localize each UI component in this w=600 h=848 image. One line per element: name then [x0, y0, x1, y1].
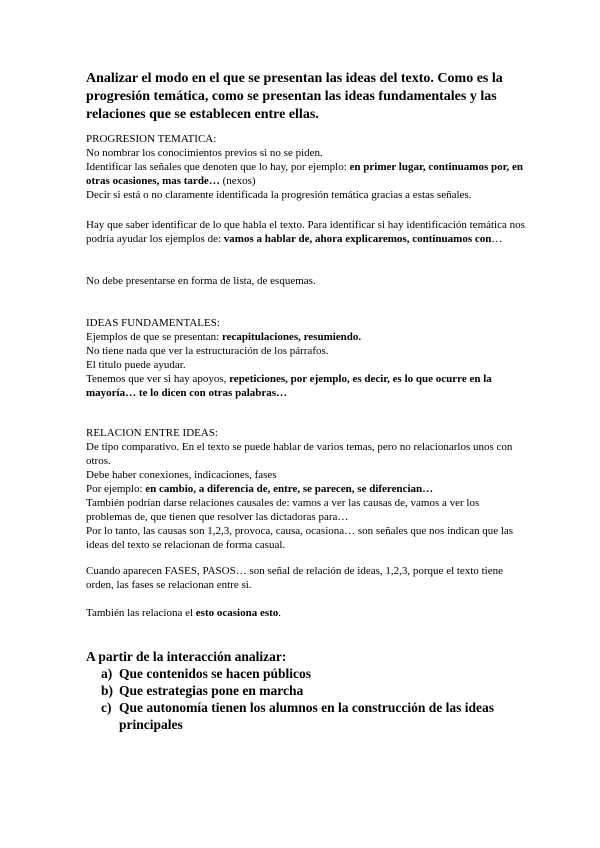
section-progresion: [86, 132, 526, 202]
bold-text: en primer lugar, continuamos por, en otras ocasiones, mas tarde…: [86, 161, 523, 187]
list-item-text: Que estrategias pone en marcha: [119, 683, 304, 698]
ideas-line: No tiene nada que ver la estructuración de los párrafos.: [86, 345, 329, 357]
list-item-text: Que autonomía tienen los alumnos en la construcción de las ideas principales: [119, 700, 495, 732]
ideas-line: El titulo puede ayudar.: [86, 359, 186, 371]
page-title: Analizar el modo en el que se presentan las ideas del texto. Como es la progresión temática, como se presentan las ideas fundamentales y las relaciones que se establecen entre ellas.: [86, 71, 503, 122]
final-heading: A partir de la interacción analizar:: [86, 649, 287, 664]
progresion-paragraph: [86, 218, 526, 246]
section-progresion-para3: [86, 274, 526, 288]
relacion-heading: RELACION ENTRE IDEAS:: [86, 427, 218, 439]
text-run: Hay que saber identificar de lo que habla el texto. Para identificar si hay identificación temática nos podría ayudar los ejemplos de:: [86, 219, 525, 245]
list-marker: b): [101, 683, 114, 698]
text-run: (nexos): [219, 175, 256, 187]
progresion-paragraph: No debe presentarse en forma de lista, de esquemas.: [86, 275, 316, 287]
progresion-heading: PROGRESION TEMATICA:: [86, 133, 217, 145]
relacion-line: [86, 482, 526, 496]
text-run: Identificar las señales que denoten que lo hay, por ejemplo:: [86, 161, 350, 173]
list-item: [86, 699, 526, 733]
section-relacion-para3: [86, 606, 526, 620]
ideas-line: [86, 330, 526, 344]
list-marker: a): [101, 666, 113, 681]
text-run: Tenemos que ver si hay apoyos,: [86, 373, 230, 385]
relacion-paragraph: Cuando aparecen FASES, PASOS… son señal de relación de ideas, 1,2,3, porque el texto tiene orden, las fases se relacionan entre si.: [86, 565, 504, 591]
section-final: [86, 648, 526, 733]
section-ideas: [86, 316, 526, 400]
relacion-line: Por lo tanto, las causas son 1,2,3, provoca, causa, ocasiona… son señales que nos indican que las ideas del texto se relacionan de forma casual.: [86, 525, 514, 551]
section-relacion-para2: [86, 564, 526, 592]
bold-text: esto ocasiona esto: [195, 607, 279, 619]
question-list: [86, 665, 526, 733]
bold-text: vamos a hablar de, ahora explicaremos, continuamos con: [223, 233, 492, 245]
progresion-line: Decir si está o no claramente identificada la progresión temática gracias a estas señales.: [86, 189, 472, 201]
relacion-paragraph: [86, 606, 526, 620]
bold-text: en cambio, a diferencia de, entre, se parecen, se diferencian…: [145, 483, 434, 495]
list-item-text: Que contenidos se hacen públicos: [119, 666, 312, 681]
list-item: [86, 682, 526, 699]
text-run: .: [278, 607, 282, 619]
text-run: Ejemplos de que se presentan:: [86, 331, 222, 343]
ideas-heading: IDEAS FUNDAMENTALES:: [86, 317, 220, 329]
section-relacion: [86, 426, 526, 552]
progresion-line: No nombrar los conocimientos previos si no se piden.: [86, 147, 323, 159]
ideas-line: [86, 372, 526, 400]
relacion-line: También podrían darse relaciones causales de: vamos a ver las causas de, vamos a ver los problemas de, que tienen que resolver las dictadoras para…: [86, 497, 480, 523]
bold-text: recapitulaciones, resumiendo.: [221, 331, 362, 343]
section-progresion-para2: [86, 218, 526, 246]
progresion-line: [86, 160, 526, 188]
relacion-line: De tipo comparativo. En el texto se puede hablar de varios temas, pero no relacionarlos unos con otros.: [86, 441, 513, 467]
text-run: Por ejemplo:: [86, 483, 146, 495]
list-marker: c): [101, 700, 112, 715]
bold-text: repeticiones, por ejemplo, es decir, es lo que ocurre en la mayoría… te lo dicen con otras palabras…: [86, 373, 492, 399]
text-run: …: [491, 233, 503, 245]
list-item: [86, 665, 526, 682]
relacion-line: Debe haber conexiones, indicaciones, fases: [86, 469, 277, 481]
text-run: También las relaciona el: [86, 607, 196, 619]
